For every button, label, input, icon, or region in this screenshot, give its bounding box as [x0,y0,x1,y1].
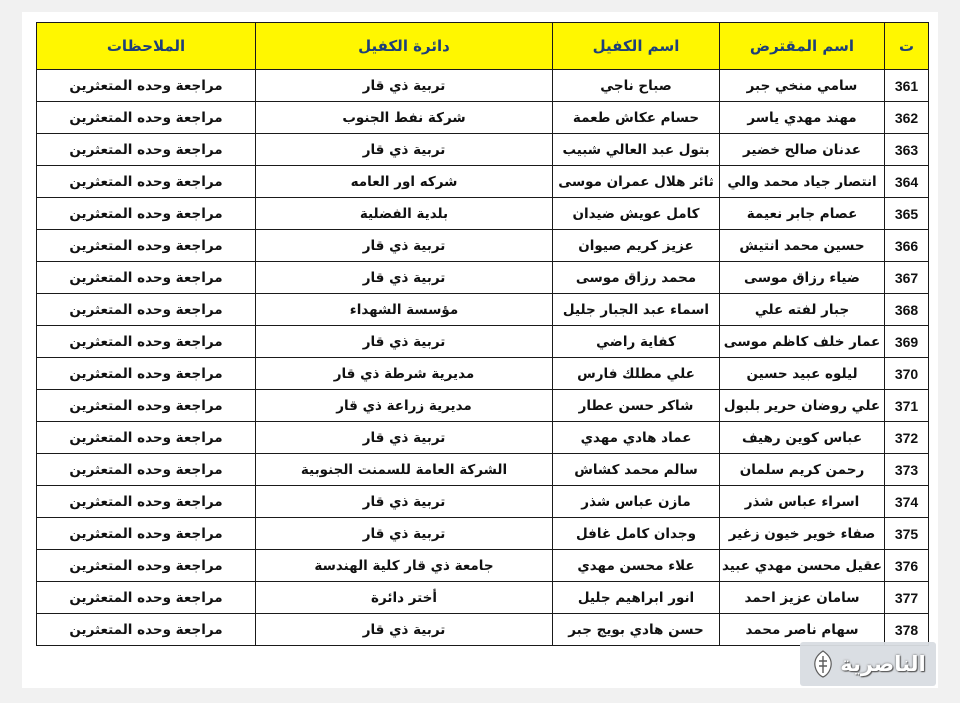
cell-borrower-name: عصام جابر نعيمة [720,198,885,230]
cell-guarantor-department: أختر دائرة [256,582,553,614]
cell-guarantor-name: انور ابراهيم جليل [553,582,720,614]
cell-guarantor-department: تربية ذي قار [256,326,553,358]
cell-guarantor-department: تربية ذي قار [256,70,553,102]
cell-guarantor-name: كامل عويش ضيدان [553,198,720,230]
table-row [37,230,929,262]
cell-borrower-name: صفاء خوير خيون زغير [720,518,885,550]
cell-borrower-name: سهام ناصر محمد [720,614,885,646]
cell-borrower-name: رحمن كريم سلمان [720,454,885,486]
cell-borrower-name: عقيل محسن مهدي عبيد [720,550,885,582]
cell-guarantor-department: مديرية زراعة ذي قار [256,390,553,422]
cell-borrower-name: حسين محمد انتيش [720,230,885,262]
cell-borrower-name: انتصار جياد محمد والي [720,166,885,198]
cell-guarantor-name: بتول عبد العالي شبيب [553,134,720,166]
cell-borrower-name: سامان عزيز احمد [720,582,885,614]
watermark-text: الناصرية [840,652,926,676]
cell-notes: مراجعة وحده المتعثرين [37,518,256,550]
cell-guarantor-department: مؤسسة الشهداء [256,294,553,326]
cell-borrower-name: ضياء رزاق موسى [720,262,885,294]
header-borrower-name: اسم المقترض [720,23,885,70]
cell-guarantor-department: تربية ذي قار [256,486,553,518]
cell-notes: مراجعة وحده المتعثرين [37,230,256,262]
cell-guarantor-name: مازن عباس شذر [553,486,720,518]
table-row [37,70,929,102]
header-notes: الملاحظات [37,23,256,70]
cell-num: 368 [885,294,929,326]
cell-notes: مراجعة وحده المتعثرين [37,486,256,518]
cell-guarantor-department: شركة نفط الجنوب [256,102,553,134]
header-num: ت [885,23,929,70]
site-watermark [800,642,936,686]
cell-num: 362 [885,102,929,134]
cell-num: 364 [885,166,929,198]
cell-guarantor-name: سالم محمد كشاش [553,454,720,486]
table-row [37,358,929,390]
table-row [37,294,929,326]
table-row [37,550,929,582]
cell-guarantor-name: عماد هادي مهدي [553,422,720,454]
cell-guarantor-name: حسام عكاش طعمة [553,102,720,134]
cell-num: 375 [885,518,929,550]
cell-num: 361 [885,70,929,102]
table-body [37,70,929,646]
nasiriyah-emblem-icon [810,649,836,679]
cell-guarantor-name: علاء محسن مهدي [553,550,720,582]
cell-borrower-name: سامي منخي جبر [720,70,885,102]
cell-num: 363 [885,134,929,166]
cell-borrower-name: عمار خلف كاظم موسى [720,326,885,358]
table-row [37,326,929,358]
cell-guarantor-name: حسن هادي بويج جبر [553,614,720,646]
cell-num: 369 [885,326,929,358]
cell-notes: مراجعة وحده المتعثرين [37,102,256,134]
cell-borrower-name: عدنان صالح خضير [720,134,885,166]
cell-notes: مراجعة وحده المتعثرين [37,326,256,358]
cell-guarantor-department: تربية ذي قار [256,422,553,454]
cell-guarantor-department: تربية ذي قار [256,614,553,646]
cell-guarantor-name: علي مطلك فارس [553,358,720,390]
cell-borrower-name: علي روضان حرير بلبول [720,390,885,422]
cell-num: 365 [885,198,929,230]
borrowers-table [36,22,929,646]
cell-guarantor-name: محمد رزاق موسى [553,262,720,294]
cell-num: 378 [885,614,929,646]
cell-guarantor-department: مديرية شرطة ذي قار [256,358,553,390]
table-row [37,518,929,550]
cell-num: 374 [885,486,929,518]
table-row [37,582,929,614]
table-row [37,422,929,454]
cell-guarantor-name: وجدان كامل غافل [553,518,720,550]
cell-notes: مراجعة وحده المتعثرين [37,70,256,102]
cell-guarantor-name: شاكر حسن عطار [553,390,720,422]
cell-notes: مراجعة وحده المتعثرين [37,422,256,454]
table-row [37,198,929,230]
cell-notes: مراجعة وحده المتعثرين [37,454,256,486]
cell-num: 377 [885,582,929,614]
cell-notes: مراجعة وحده المتعثرين [37,582,256,614]
cell-guarantor-department: شركه اور العامه [256,166,553,198]
cell-num: 372 [885,422,929,454]
cell-notes: مراجعة وحده المتعثرين [37,166,256,198]
cell-num: 366 [885,230,929,262]
table-row [37,134,929,166]
cell-notes: مراجعة وحده المتعثرين [37,262,256,294]
table-header-row [37,23,929,70]
cell-notes: مراجعة وحده المتعثرين [37,390,256,422]
table-row [37,262,929,294]
table-row [37,454,929,486]
cell-notes: مراجعة وحده المتعثرين [37,294,256,326]
cell-borrower-name: اسراء عباس شذر [720,486,885,518]
table-row [37,390,929,422]
cell-borrower-name: جبار لفته علي [720,294,885,326]
table-row [37,102,929,134]
cell-guarantor-department: تربية ذي قار [256,230,553,262]
cell-notes: مراجعة وحده المتعثرين [37,358,256,390]
cell-guarantor-name: اسماء عبد الجبار جليل [553,294,720,326]
cell-guarantor-department: جامعة ذي قار كلية الهندسة [256,550,553,582]
cell-guarantor-name: ثائر هلال عمران موسى [553,166,720,198]
cell-notes: مراجعة وحده المتعثرين [37,134,256,166]
cell-guarantor-department: الشركة العامة للسمنت الجنوبية [256,454,553,486]
cell-notes: مراجعة وحده المتعثرين [37,550,256,582]
header-guarantor-name: اسم الكفيل [553,23,720,70]
cell-borrower-name: ليلوه عبيد حسين [720,358,885,390]
cell-num: 370 [885,358,929,390]
cell-guarantor-name: صباح ناجي [553,70,720,102]
cell-guarantor-department: بلدية الفضلية [256,198,553,230]
cell-num: 376 [885,550,929,582]
table-row [37,486,929,518]
cell-num: 373 [885,454,929,486]
cell-num: 371 [885,390,929,422]
cell-guarantor-name: كفاية راضي [553,326,720,358]
cell-guarantor-department: تربية ذي قار [256,134,553,166]
header-guarantor-department: دائرة الكفيل [256,23,553,70]
table-row [37,614,929,646]
document-page [22,12,938,688]
cell-notes: مراجعة وحده المتعثرين [37,198,256,230]
cell-borrower-name: عباس كوين رهيف [720,422,885,454]
cell-borrower-name: مهند مهدي ياسر [720,102,885,134]
table-row [37,166,929,198]
cell-notes: مراجعة وحده المتعثرين [37,614,256,646]
cell-guarantor-name: عزيز كريم صيوان [553,230,720,262]
cell-guarantor-department: تربية ذي قار [256,518,553,550]
cell-num: 367 [885,262,929,294]
cell-guarantor-department: تربية ذي قار [256,262,553,294]
